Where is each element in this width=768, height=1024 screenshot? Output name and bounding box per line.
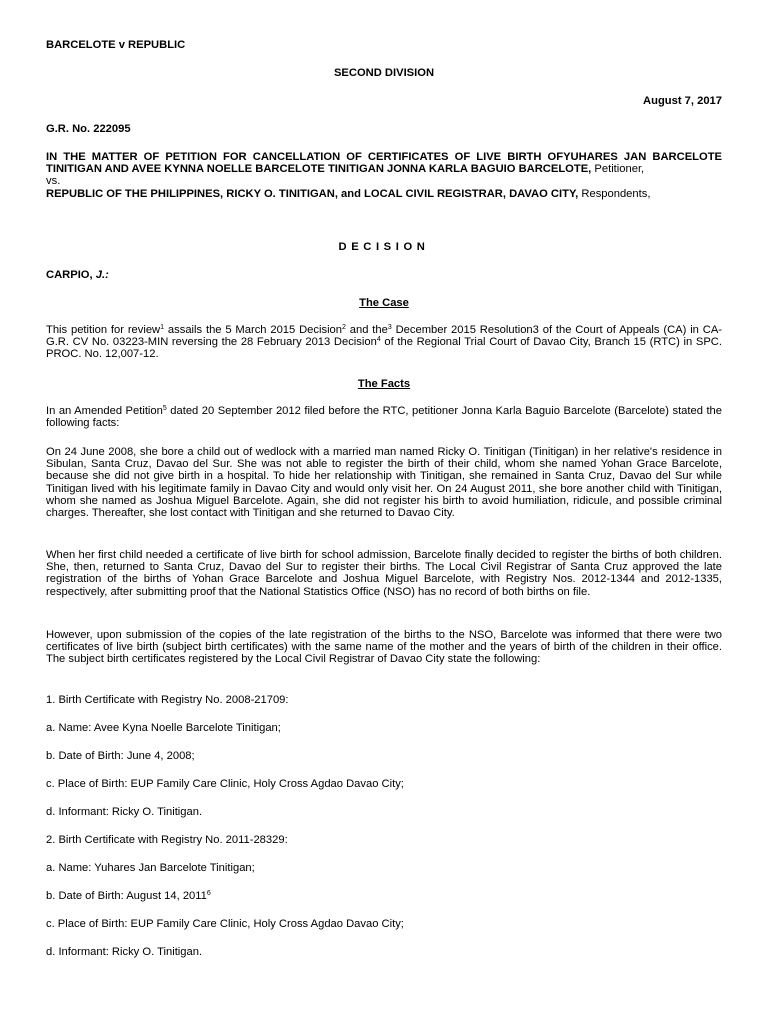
footnote-ref-3[interactable]: 3	[387, 324, 392, 331]
versus-label: vs.	[46, 175, 61, 188]
respondents-title: REPUBLIC OF THE PHILIPPINES, RICKY O. TINITIGAN, and LOCAL CIVIL REGISTRAR, DAVAO CITY,	[46, 187, 579, 200]
case-text-2: assails the 5 March 2015 Decision	[164, 324, 343, 336]
case-paragraph	[46, 324, 722, 361]
petitioner-role: Petitioner,	[591, 163, 645, 176]
case-text-5: of the Regional Trial Court of Davao City, Branch 15 (RTC) in SPC. PROC. No. 12,007-12.	[46, 336, 722, 361]
facts-heading: The Facts	[357, 378, 411, 390]
respondents-role: Respondents,	[578, 187, 651, 200]
document-page	[46, 0, 722, 1024]
footnote-ref-2[interactable]: 2	[342, 324, 346, 331]
facts-text-2: dated 20 September 2012 filed before the RTC, petitioner Jonna Karla Baguio Barcelote (Barcelote) stated the following facts:	[46, 405, 722, 430]
ponente-name: CARPIO,	[46, 269, 96, 281]
certificate-2-informant: d. Informant: Ricky O. Tinitigan.	[46, 946, 203, 958]
certificate-2-name: a. Name: Yuhares Jan Barcelote Tinitigan;	[46, 862, 255, 874]
facts-paragraph-4: However, upon submission of the copies of the late registration of the births to the NSO, Barcelote was informed that there were two certificates of live birth (subject birth certificates) with the same name of the mother and the years of birth of the children in their office. The subject birth certificates registered by the Local Civil Registrar of Davao City state the following:	[46, 629, 722, 666]
gr-number: G.R. No. 222095	[46, 123, 131, 135]
certificate-2-title: 2. Birth Certificate with Registry No. 2011-28329:	[46, 834, 288, 846]
parties-block	[46, 151, 722, 200]
footnote-ref-6[interactable]: 6	[206, 890, 211, 897]
certificate-1-place: c. Place of Birth: EUP Family Care Clinic, Holy Cross Agdao Davao City;	[46, 778, 404, 790]
case-heading: The Case	[359, 297, 409, 309]
case-text-3: and the	[345, 324, 388, 336]
certificate-1-informant: d. Informant: Ricky O. Tinitigan.	[46, 806, 203, 818]
certificate-1-title: 1. Birth Certificate with Registry No. 2008-21709:	[46, 694, 289, 706]
footnote-ref-1[interactable]: 1	[160, 324, 165, 331]
certificate-1-name: a. Name: Avee Kyna Noelle Barcelote Tinitigan;	[46, 722, 281, 734]
case-text-1: This petition for review	[46, 324, 161, 336]
case-text-4: December 2015 Resolution3 of the Court of Appeals (CA) in CA-G.R. CV No. 03223-MIN reversing the 28 February 2013 Decision	[46, 324, 723, 349]
division-heading: SECOND DIVISION	[333, 67, 435, 79]
facts-text-1: In an Amended Petition	[46, 405, 163, 417]
ponente	[46, 269, 722, 281]
certificate-1-date: b. Date of Birth: June 4, 2008;	[46, 750, 195, 762]
facts-paragraph-3: When her first child needed a certificate of live birth for school admission, Barcelote finally decided to register the births of both children. She, then, returned to Santa Cruz, Davao del Sur to register their births. The Local Civil Registrar of Santa Cruz approved the late registration of the births of Yohan Grace Barcelote and Joshua Miguel Barcelote, with Registry Nos. 2012-1344 and 2012-1335, respectively, after submitting proof that the National Statistics Office (NSO) has no record of both births on file.	[46, 549, 722, 598]
facts-paragraph-2: On 24 June 2008, she bore a child out of wedlock with a married man named Ricky O. Tinitigan (Tinitigan) in her relative's residence in Sibulan, Santa Cruz, Davao del Sur. She was not able to register the birth of their child, whom she named Yohan Grace Barcelote, because she did not give birth in a hospital. To hide her relationship with Tinitigan, she remained in Santa Cruz, Davao del Sur while Tinitigan lived with his legitimate family in Davao City and would only visit her. On 24 August 2011, she bore another child with Tinitigan, whom she named as Joshua Miguel Barcelote. Again, she did not register his birth to avoid humiliation, ridicule, and possible criminal charges. Thereafter, she lost contact with Tinitigan and she returned to Davao City.	[46, 446, 722, 520]
footnote-ref-4[interactable]: 4	[376, 336, 381, 344]
decision-heading: DECISION	[338, 241, 430, 253]
case-title: BARCELOTE v REPUBLIC	[46, 39, 186, 51]
footnote-ref-5[interactable]: 5	[162, 405, 167, 412]
facts-paragraph-1	[46, 405, 722, 429]
certificate-2-place: c. Place of Birth: EUP Family Care Clinic, Holy Cross Agdao Davao City;	[46, 918, 404, 930]
certificate-2-date-text: b. Date of Birth: August 14, 2011	[46, 890, 207, 902]
ponente-title: J.:	[95, 269, 109, 281]
decision-date: August 7, 2017	[643, 95, 722, 107]
matter-title: IN THE MATTER OF PETITION FOR CANCELLATION OF CERTIFICATES OF LIVE BIRTH OFYUHARES JAN BARCELOTE TINITIGAN AND AVEE KYNNA NOELLE BARCELOTE TINITIGAN JONNA KARLA BAGUIO BARCELOTE,	[46, 151, 722, 176]
certificate-2-date	[46, 890, 722, 902]
